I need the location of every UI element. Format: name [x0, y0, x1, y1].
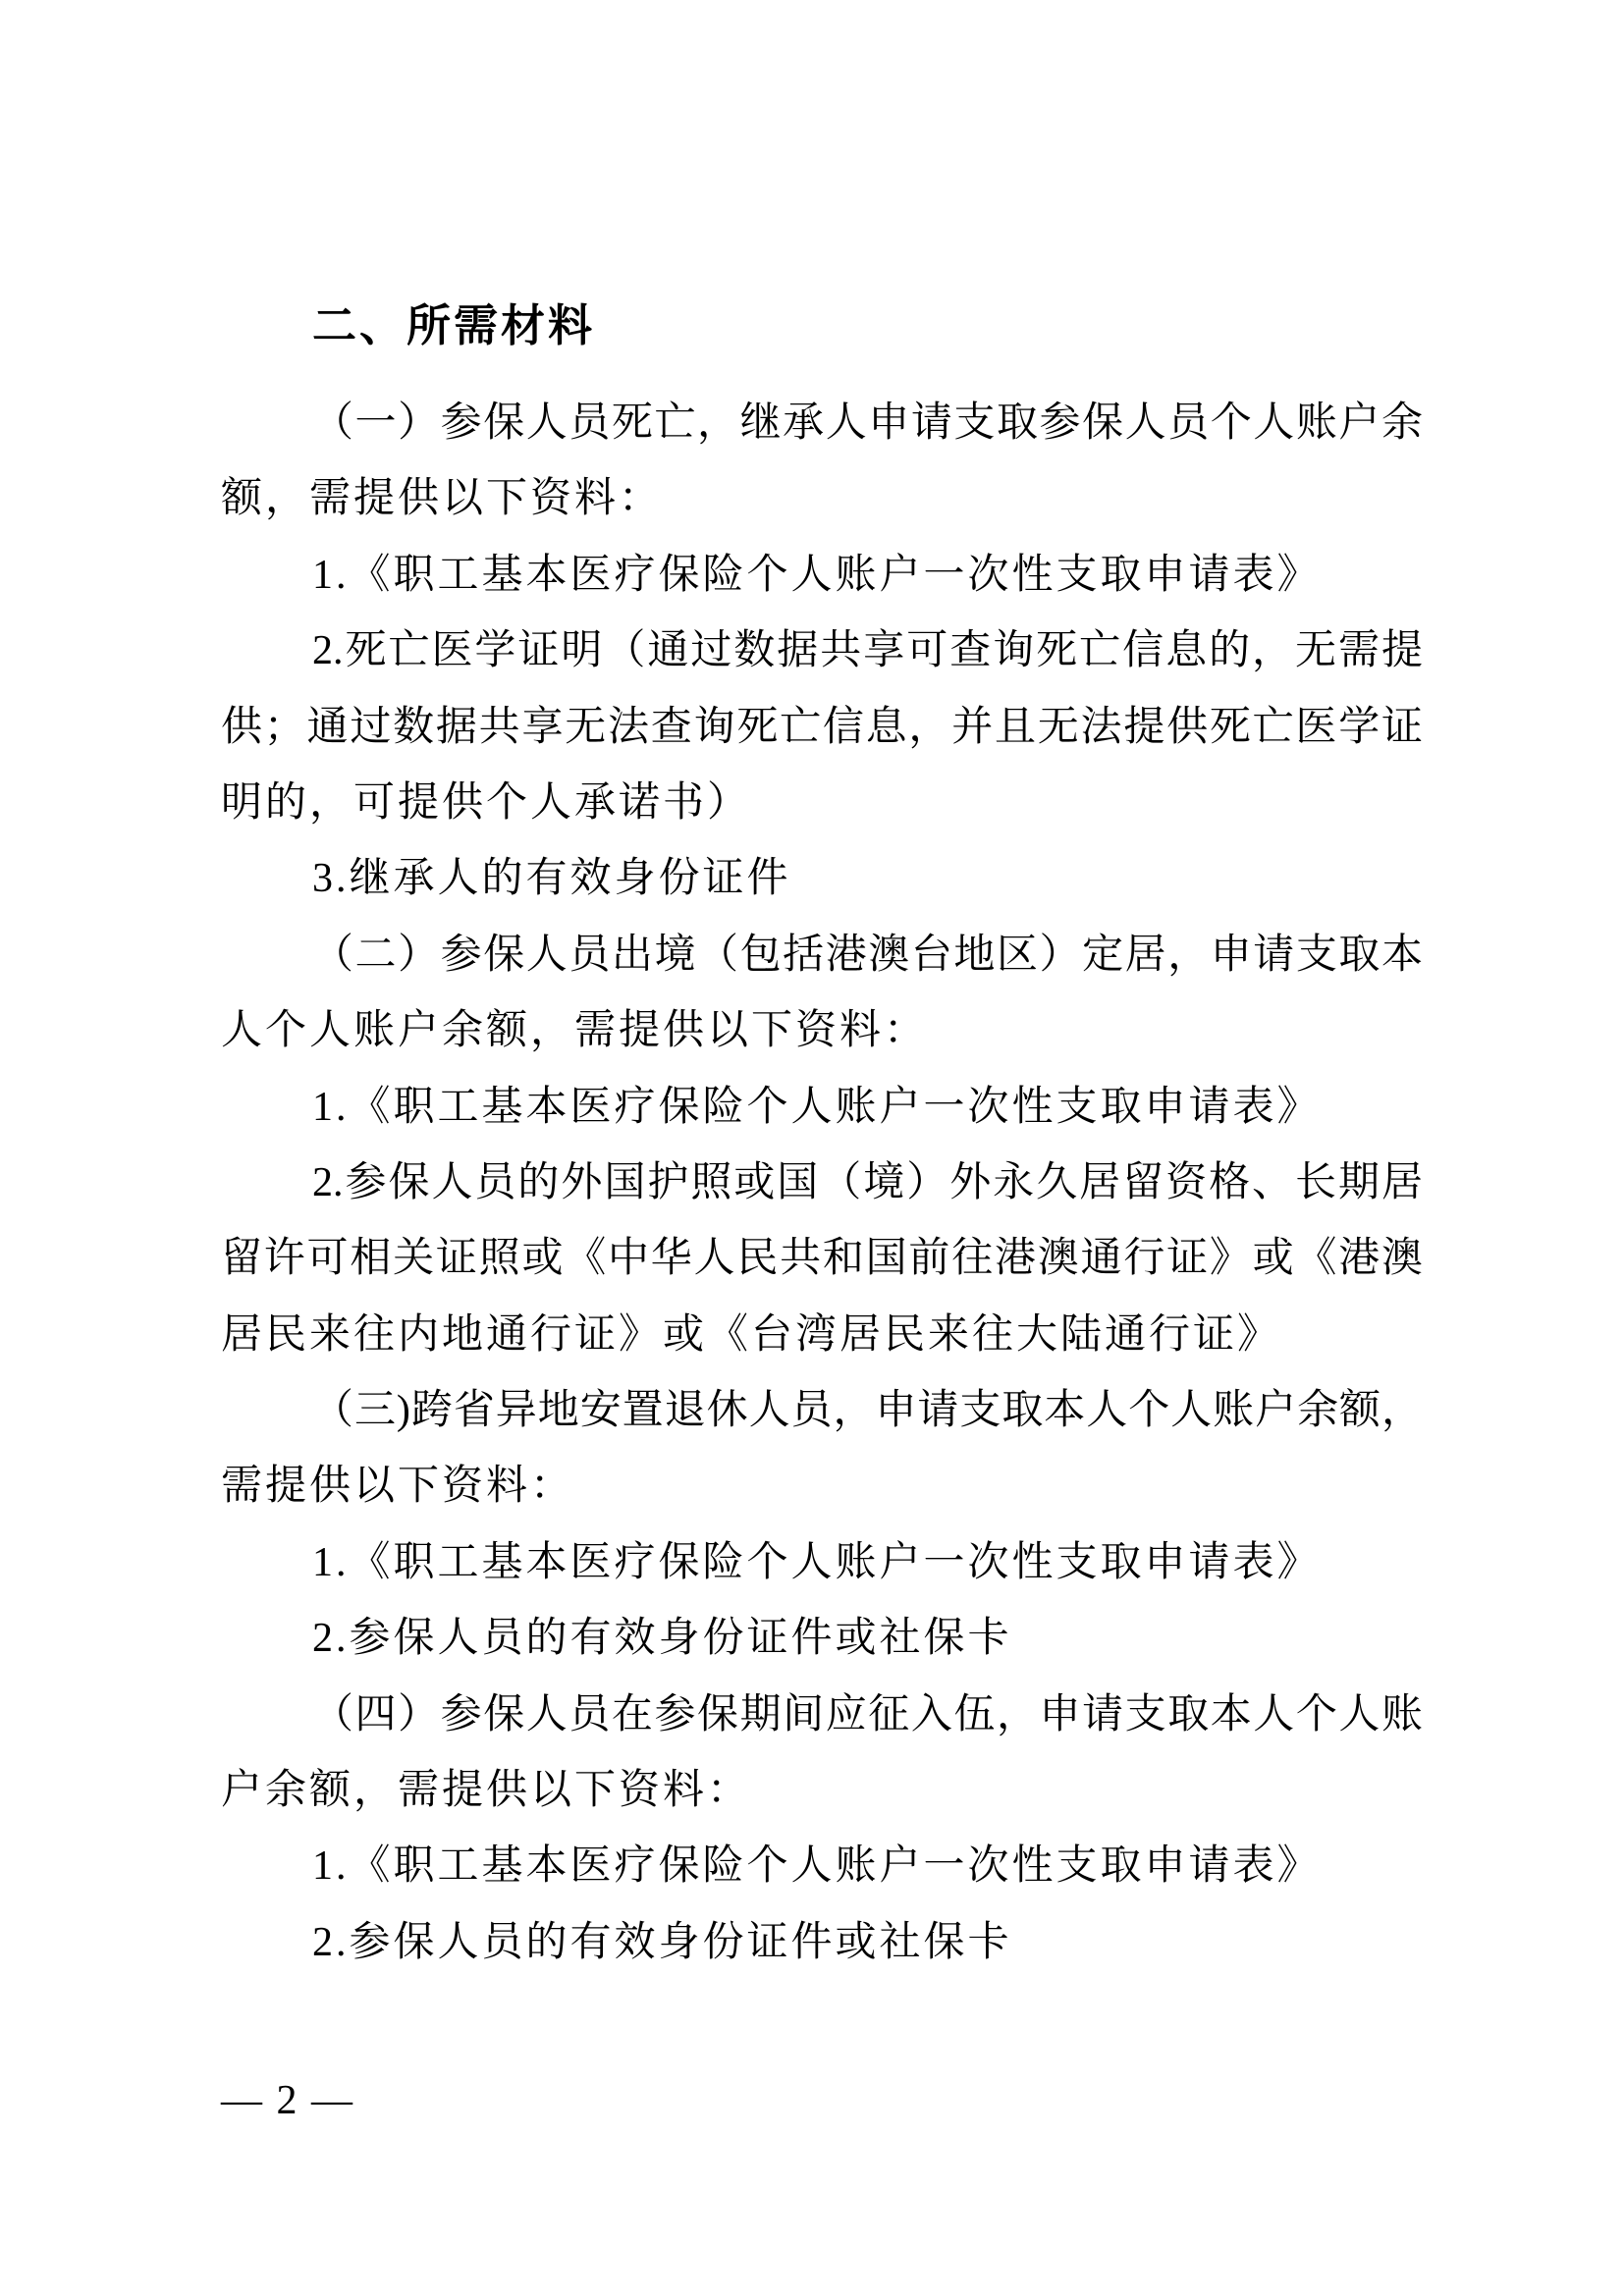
text-line: 需提供以下资料： [221, 1464, 575, 1510]
text-line: 2.参保人员的外国护照或国（境）外永久居留资格、长期居 [312, 1159, 1423, 1205]
text-line: 留许可相关证照或《中华人民共和国前往港澳通行证》或《港澳 [221, 1236, 1423, 1282]
text-line: 3.继承人的有效身份证件 [312, 856, 791, 902]
text-line: （四）参保人员在参保期间应征入伍，申请支取本人个人账 [312, 1691, 1423, 1737]
page-number: — 2 — [221, 2078, 354, 2123]
text-line: 1.《职工基本医疗保险个人账户一次性支取申请表》 [312, 1539, 1322, 1585]
text-line: 2.参保人员的有效身份证件或社保卡 [312, 1616, 1012, 1662]
text-line: 供；通过数据共享无法查询死亡信息，并且无法提供死亡医学证 [221, 704, 1423, 750]
text-line: 2.参保人员的有效身份证件或社保卡 [312, 1919, 1012, 1965]
text-line: 明的，可提供个人承诺书） [221, 779, 752, 826]
text-line: 2.死亡医学证明（通过数据共享可查询死亡信息的，无需提 [312, 628, 1423, 674]
text-line: 1.《职工基本医疗保险个人账户一次性支取申请表》 [312, 552, 1322, 598]
text-line: 人个人账户余额，需提供以下资料： [221, 1008, 929, 1054]
section-heading: 二、所需材料 [312, 300, 596, 350]
text-line: 1.《职工基本医疗保险个人账户一次性支取申请表》 [312, 1084, 1322, 1130]
document-body [221, 386, 1423, 1981]
text-line: 居民来往内地通行证》或《台湾居民来往大陆通行证》 [221, 1311, 1282, 1358]
text-line: （三)跨省异地安置退休人员，申请支取本人个人账户余额， [312, 1388, 1423, 1434]
text-line: 1.《职工基本医疗保险个人账户一次性支取申请表》 [312, 1843, 1322, 1890]
text-line: （二）参保人员出境（包括港澳台地区）定居，申请支取本 [312, 932, 1423, 978]
text-line: （一）参保人员死亡，继承人申请支取参保人员个人账户余 [312, 400, 1423, 446]
page-footer [221, 2064, 354, 2137]
text-line: 额，需提供以下资料： [221, 476, 664, 522]
text-line: 户余额，需提供以下资料： [221, 1768, 752, 1814]
